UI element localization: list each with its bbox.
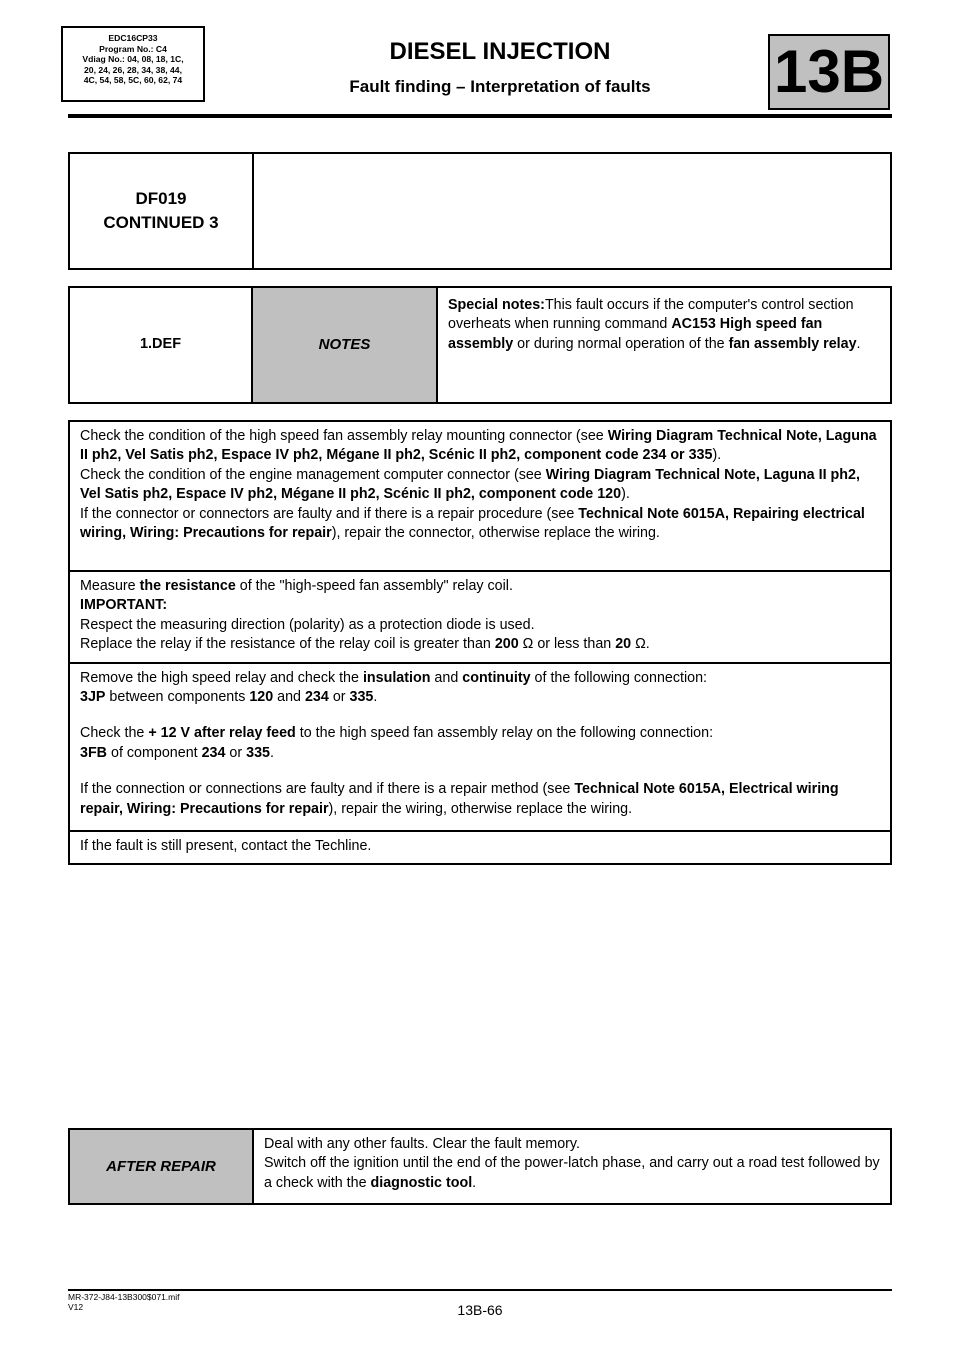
page-number: 13B-66 <box>457 1302 503 1318</box>
step-contact-techline: If the fault is still present, contact the Techline. <box>69 831 891 864</box>
tag-line: EDC16CP33 <box>108 33 158 43</box>
fault-code-cell <box>69 153 253 269</box>
fault-code: DF019 <box>135 189 187 208</box>
doc-version: V12 <box>68 1302 84 1312</box>
fault-header-table <box>68 152 892 270</box>
fault-continued: CONTINUED 3 <box>103 213 219 232</box>
page-title: DIESEL INJECTION <box>389 38 611 65</box>
notes-relay: fan assembly relay <box>728 335 857 352</box>
tag-line: 4C, 54, 58, 5C, 60, 62, 74 <box>83 75 183 86</box>
step-resistance-measure: Measure the resistance of the "high-speed fan assembly" relay coil. IMPORTANT: Respect the measuring direction (polarity) as a protection diode is used. Replace the relay if the resistance of the relay coil is greater than 200 Ω or less than 20 Ω. <box>69 571 891 663</box>
notes-text: This fault occurs if the computer's control section overheats when running command <box>448 297 854 333</box>
after-repair-table <box>68 1128 892 1205</box>
page-subtitle: Fault finding – Interpretation of faults <box>349 77 651 96</box>
tag-line: Vdiag No.: 04, 08, 18, 1C, <box>82 54 184 65</box>
notes-command: AC153 High speed fan assembly <box>448 316 823 352</box>
section-badge: 13B <box>768 34 890 110</box>
def-label: 1.DEF <box>69 287 252 403</box>
notes-text: . <box>856 335 861 352</box>
steps-table <box>68 420 892 865</box>
notes-label: NOTES <box>252 287 437 403</box>
special-notes-cell <box>437 287 891 403</box>
vehicle-info-box <box>61 26 205 102</box>
notes-table <box>68 286 892 404</box>
step-insulation-continuity: Remove the high speed relay and check the insulation and continuity of the following connection: 3JP between components 120 and 234 or 335. Check the + 12 V after relay feed to the high speed fan assembly relay on the following connection: 3FB of component 234 or 335. If the connection or connections are faulty and if there is a repair method (see Technical Note 6015A, Electrical wiring repair, Wiring: Precautions for repair), repair the wiring, otherwise replace the wiring. <box>69 663 891 831</box>
important-label: IMPORTANT: <box>80 597 168 614</box>
tag-line: Program No.: C4 <box>99 43 167 54</box>
footer-divider <box>68 1289 892 1291</box>
footer-reference <box>68 1292 180 1312</box>
header-divider <box>68 114 892 118</box>
after-repair-label: AFTER REPAIR <box>69 1129 253 1204</box>
doc-ref: MR-372-J84-13B300$071.mif <box>68 1292 180 1302</box>
notes-text: or during normal operation of the <box>513 335 729 352</box>
special-notes-label: Special notes: <box>448 297 545 313</box>
tag-line: 20, 24, 26, 28, 34, 38, 44, <box>84 64 182 75</box>
after-repair-text: Deal with any other faults. Clear the fault memory. Switch off the ignition until the end of the power-latch phase, and carry out a road test followed by a check with the diagnostic tool. <box>253 1129 891 1204</box>
fault-blank-cell <box>253 153 891 269</box>
step-connector-check: Check the condition of the high speed fan assembly relay mounting connector (see Wiring Diagram Technical Note, Laguna II ph2, Vel Satis ph2, Espace IV ph2, Mégane II ph2, Scénic II ph2, component code 234 or 335). Check the condition of the engine management computer connector (see Wiring Diagram Technical Note, Laguna II ph2, Vel Satis ph2, Espace IV ph2, Mégane II ph2, Scénic II ph2, component code 120). If the connector or connectors are faulty and if there is a repair procedure (see Technical Note 6015A, Repairing electrical wiring, Wiring: Precautions for repair), repair the connector, otherwise replace the wiring. <box>69 421 891 571</box>
